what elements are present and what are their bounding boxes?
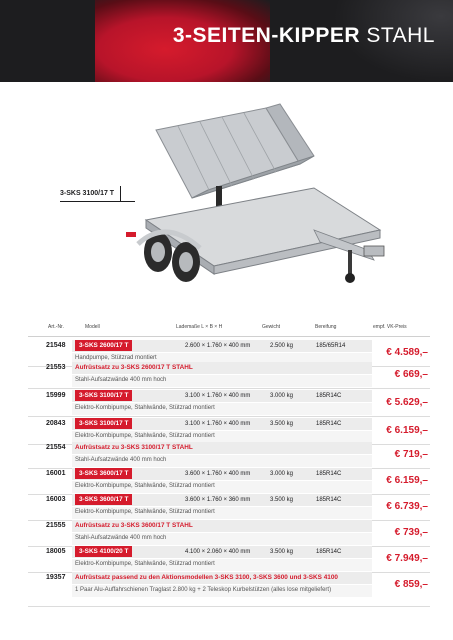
row-price: € 669,– [394,369,428,380]
row-art-number: 21555 [46,522,66,529]
photo-model-label: 3-SKS 3100/17 T [60,190,115,197]
tipper-trailer-image [118,102,418,302]
row-model: Aufrüstsatz zu 3-SKS 3600/17 T STAHL [75,522,193,529]
header-banner [0,0,453,82]
row-description: Stahl-Aufsatzwände 400 mm hoch [75,457,167,463]
row-model: 3-SKS 3100/17 T [75,390,132,401]
row-art-number: 20843 [46,420,66,427]
row-model: 3-SKS 3600/17 T [75,468,132,479]
row-weight: 2.500 kg [270,343,294,349]
row-art-number: 21554 [46,444,66,451]
table-row [28,520,430,546]
row-price: € 5.629,– [386,397,428,408]
row-tyres: 185R14C [316,421,342,427]
row-description: Handpumpe, Stützrad montiert [75,355,157,361]
row-description: Elektro-Kombipumpe, Stahlwände, Stützrad montiert [75,405,215,411]
title-bold: 3-SEITEN-KIPPER [172,24,361,47]
col-price: empf. VK-Preis [373,324,407,330]
row-tyres: 185R14C [316,549,342,555]
row-model: 3-SKS 2600/17 T [75,340,132,351]
row-dimensions: 3.100 × 1.760 × 400 mm [185,421,251,427]
table-row [28,390,430,416]
row-description: Elektro-Kombipumpe, Stahlwände, Stützrad montiert [75,483,215,489]
table-row [28,362,430,388]
row-weight: 3.500 kg [270,549,294,555]
row-price: € 739,– [394,527,428,538]
row-separator [28,388,430,389]
row-model: 3-SKS 3600/17 T [75,494,132,505]
row-art-number: 19357 [46,574,66,581]
row-description: Elektro-Kombipumpe, Stahlwände, Stützrad montiert [75,561,215,567]
row-separator [28,416,430,417]
col-weight: Gewicht [262,324,281,330]
row-separator [28,606,430,607]
row-art-number: 15999 [46,392,66,399]
row-model: Aufrüstsatz passend zu den Aktionsmodellen 3-SKS 3100, 3-SKS 3600 und 3-SKS 4100 [75,574,338,581]
table-row [28,494,430,520]
row-description: Elektro-Kombipumpe, Stahlwände, Stützrad montiert [75,433,215,439]
row-description: Elektro-Kombipumpe, Stahlwände, Stützrad montiert [75,509,215,515]
callout-line [60,201,135,202]
table-row [28,418,430,444]
callout-line-vertical [120,186,121,201]
row-weight: 3.500 kg [270,497,294,503]
row-description: Stahl-Aufsatzwände 400 mm hoch [75,377,167,383]
row-tyres: 185R14C [316,471,342,477]
row-art-number: 21553 [46,364,66,371]
row-tyres: 185/65R14 [316,343,346,349]
table-row [28,468,430,494]
row-price: € 7.949,– [386,553,428,564]
title-thin: STAHL [366,24,435,47]
row-model: 3-SKS 3100/17 T [75,418,132,429]
row-model: Aufrüstsatz zu 3-SKS 2600/17 T STAHL [75,364,193,371]
header-rule [28,336,430,337]
row-dimensions: 4.100 × 2.060 × 400 mm [185,549,251,555]
row-weight: 3.000 kg [270,471,294,477]
row-weight: 3.500 kg [270,421,294,427]
table-row [28,442,430,468]
row-price: € 4.589,– [386,347,428,358]
page-title [173,24,435,48]
row-weight: 3.000 kg [270,393,294,399]
table-row [28,546,430,572]
row-description: 1 Paar Alu-Auffahrschienen Traglast 2.800 kg + 2 Teleskop Kurbelstützen (alles lose mitgeliefert) [75,587,332,593]
col-art-no: Art.-Nr. [48,324,64,330]
table-row [28,572,430,598]
row-dimensions: 3.600 × 1.760 × 400 mm [185,471,251,477]
row-art-number: 21548 [46,342,66,349]
row-model: 3-SKS 4100/20 T [75,546,132,557]
row-art-number: 16003 [46,496,66,503]
row-dimensions: 3.600 × 1.760 × 360 mm [185,497,251,503]
row-price: € 6.159,– [386,425,428,436]
row-price: € 719,– [394,449,428,460]
row-art-number: 18005 [46,548,66,555]
col-dimensions: Lademaße L × B × H [176,324,223,330]
row-dimensions: 2.600 × 1.760 × 400 mm [185,343,251,349]
row-model: Aufrüstsatz zu 3-SKS 3100/17 T STAHL [75,444,193,451]
col-tyres: Bereifung [315,324,337,330]
row-price: € 6.159,– [386,475,428,486]
row-tyres: 185R14C [316,393,342,399]
row-tyres: 185R14C [316,497,342,503]
row-description: Stahl-Aufsatzwände 400 mm hoch [75,535,167,541]
row-dimensions: 3.100 × 1.760 × 400 mm [185,393,251,399]
row-price: € 859,– [394,579,428,590]
col-model: Modell [85,324,100,330]
row-art-number: 16001 [46,470,66,477]
row-price: € 6.739,– [386,501,428,512]
